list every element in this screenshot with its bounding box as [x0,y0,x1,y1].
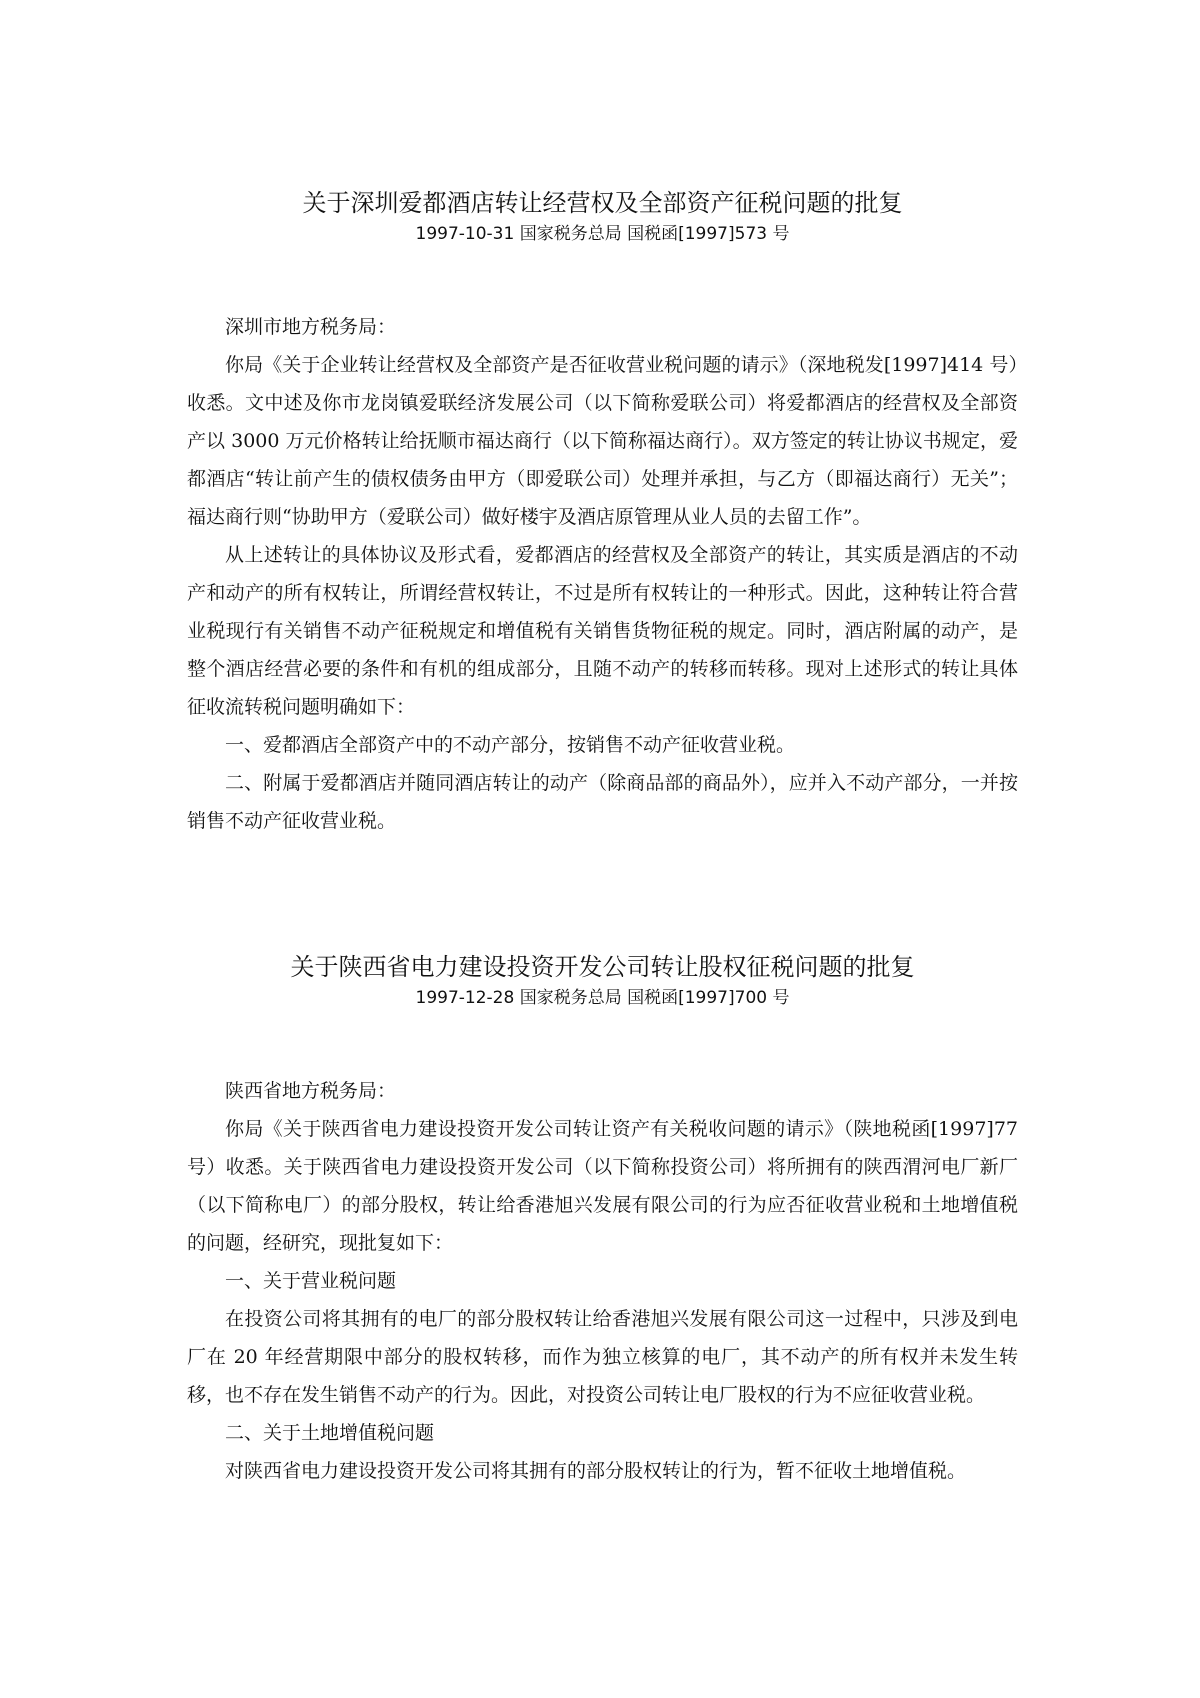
body-paragraph: 从上述转让的具体协议及形式看，爱都酒店的经营权及全部资产的转让，其实质是酒店的不动产和动产的所有权转让，所谓经营权转让，不过是所有权转让的一种形式。因此，这种转让符合营业税现行有关销售不动产征税规定和增值税有关销售货物征税的规定。同时，酒店附属的动产，是整个酒店经营必要的条件和有机的组成部分，且随不动产的转移而转移。现对上述形式的转让具体征收流转税问题明确如下： [187,544,1018,718]
document-title: 关于深圳爱都酒店转让经营权及全部资产征税问题的批复 [302,189,903,217]
body-paragraph: 二、附属于爱都酒店并随同酒店转让的动产（除商品部的商品外），应并入不动产部分，一并按销售不动产征收营业税。 [187,772,1018,832]
section-heading: 二、关于土地增值税问题 [225,1422,435,1444]
body-paragraph: 一、爱都酒店全部资产中的不动产部分，按销售不动产征收营业税。 [225,734,796,756]
reply-document-aidu-hotel [187,186,1018,840]
section-heading: 一、关于营业税问题 [225,1270,397,1292]
document-body [187,1072,1018,1490]
body-paragraph: 对陕西省电力建设投资开发公司将其拥有的部分股权转让的行为，暂不征收土地增值税。 [225,1460,967,1482]
document-body [187,308,1018,840]
document-title: 关于陕西省电力建设投资开发公司转让股权征税问题的批复 [290,953,915,981]
body-paragraph: 你局《关于陕西省电力建设投资开发公司转让资产有关税收问题的请示》（陕地税函[1997]77 号）收悉。关于陕西省电力建设投资开发公司（以下简称投资公司）将所拥有的陕西渭河电厂新厂（以下简称电厂）的部分股权，转让给香港旭兴发展有限公司的行为应否征收营业税和土地增值税的问题，经研究，现批复如下： [187,1118,1018,1254]
reply-document-shaanxi-power [187,950,1018,1490]
addressee: 深圳市地方税务局： [225,316,397,338]
body-paragraph: 你局《关于企业转让经营权及全部资产是否征收营业税问题的请示》（深地税发[1997]414 号）收悉。文中述及你市龙岗镇爱联经济发展公司（以下简称爱联公司）将爱都酒店的经营权及全部资产以 3000 万元价格转让给抚顺市福达商行（以下简称福达商行）。双方签定的转让协议书规定，爱都酒店“转让前产生的债权债务由甲方（即爱联公司）处理并承担，与乙方（即福达商行）无关”；福达商行则“协助甲方（爱联公司）做好楼宇及酒店原管理从业人员的去留工作”。 [187,354,1018,528]
addressee: 陕西省地方税务局： [225,1080,397,1102]
document-meta: 1997-10-31 国家税务总局 国税函[1997]573 号 [415,224,790,244]
document-meta: 1997-12-28 国家税务总局 国税函[1997]700 号 [415,988,790,1008]
body-paragraph: 在投资公司将其拥有的电厂的部分股权转让给香港旭兴发展有限公司这一过程中，只涉及到电厂在 20 年经营期限中部分的股权转移，而作为独立核算的电厂，其不动产的所有权并未发生转移，也不存在发生销售不动产的行为。因此，对投资公司转让电厂股权的行为不应征收营业税。 [187,1308,1018,1406]
